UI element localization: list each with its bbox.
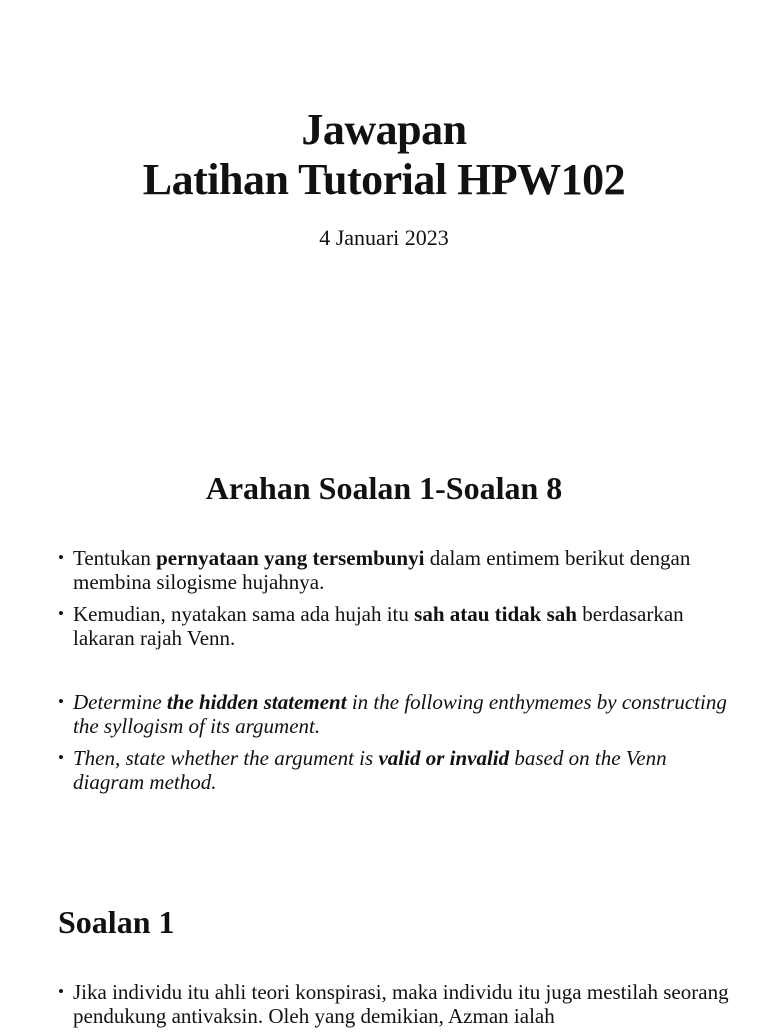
malay-instruction-item bbox=[58, 602, 738, 650]
malay-instruction-item bbox=[58, 546, 738, 594]
bullet-icon: • bbox=[58, 982, 64, 1001]
instruction-emphasis: valid or invalid bbox=[378, 746, 510, 770]
question-text: Jika individu itu ahli teori konspirasi, maka individu itu juga mestilah seorang pendukung antivaksin. Oleh yang demikian, Azman ialah bbox=[73, 980, 729, 1028]
instruction-text: Kemudian, nyatakan sama ada hujah itu bbox=[73, 602, 415, 626]
question-1-heading: Soalan 1 bbox=[58, 904, 175, 940]
instruction-text: in the following enthymemes by constructing the syllogism of its argument. bbox=[73, 690, 727, 738]
instruction-text: based on the Venn diagram method. bbox=[73, 746, 667, 794]
english-instruction-item bbox=[58, 746, 738, 794]
question-1-item bbox=[58, 980, 738, 1028]
instruction-emphasis: pernyataan yang tersembunyi bbox=[156, 546, 425, 570]
english-instruction-list bbox=[58, 690, 738, 802]
bullet-icon: • bbox=[58, 548, 64, 567]
instruction-text: Then, state whether the argument is bbox=[73, 746, 379, 770]
document-title-line-1: Jawapan bbox=[301, 105, 467, 154]
document-title-line-2: Latihan Tutorial HPW102 bbox=[142, 155, 626, 204]
instruction-text: Tentukan bbox=[73, 546, 157, 570]
bullet-icon: • bbox=[58, 692, 64, 711]
malay-instruction-list bbox=[58, 546, 738, 658]
bullet-icon: • bbox=[58, 604, 64, 623]
bullet-icon: • bbox=[58, 748, 64, 767]
english-instruction-item bbox=[58, 690, 738, 738]
instruction-text: dalam entimem berikut dengan membina silogisme hujahnya. bbox=[73, 546, 691, 594]
document-date: 4 Januari 2023 bbox=[319, 225, 449, 250]
instruction-emphasis: the hidden statement bbox=[166, 690, 347, 714]
section-heading: Arahan Soalan 1-Soalan 8 bbox=[205, 470, 563, 506]
question-1-list bbox=[58, 980, 738, 1036]
instruction-text: Determine bbox=[73, 690, 167, 714]
instruction-text: berdasarkan lakaran rajah Venn. bbox=[73, 602, 684, 650]
instruction-emphasis: sah atau tidak sah bbox=[414, 602, 577, 626]
